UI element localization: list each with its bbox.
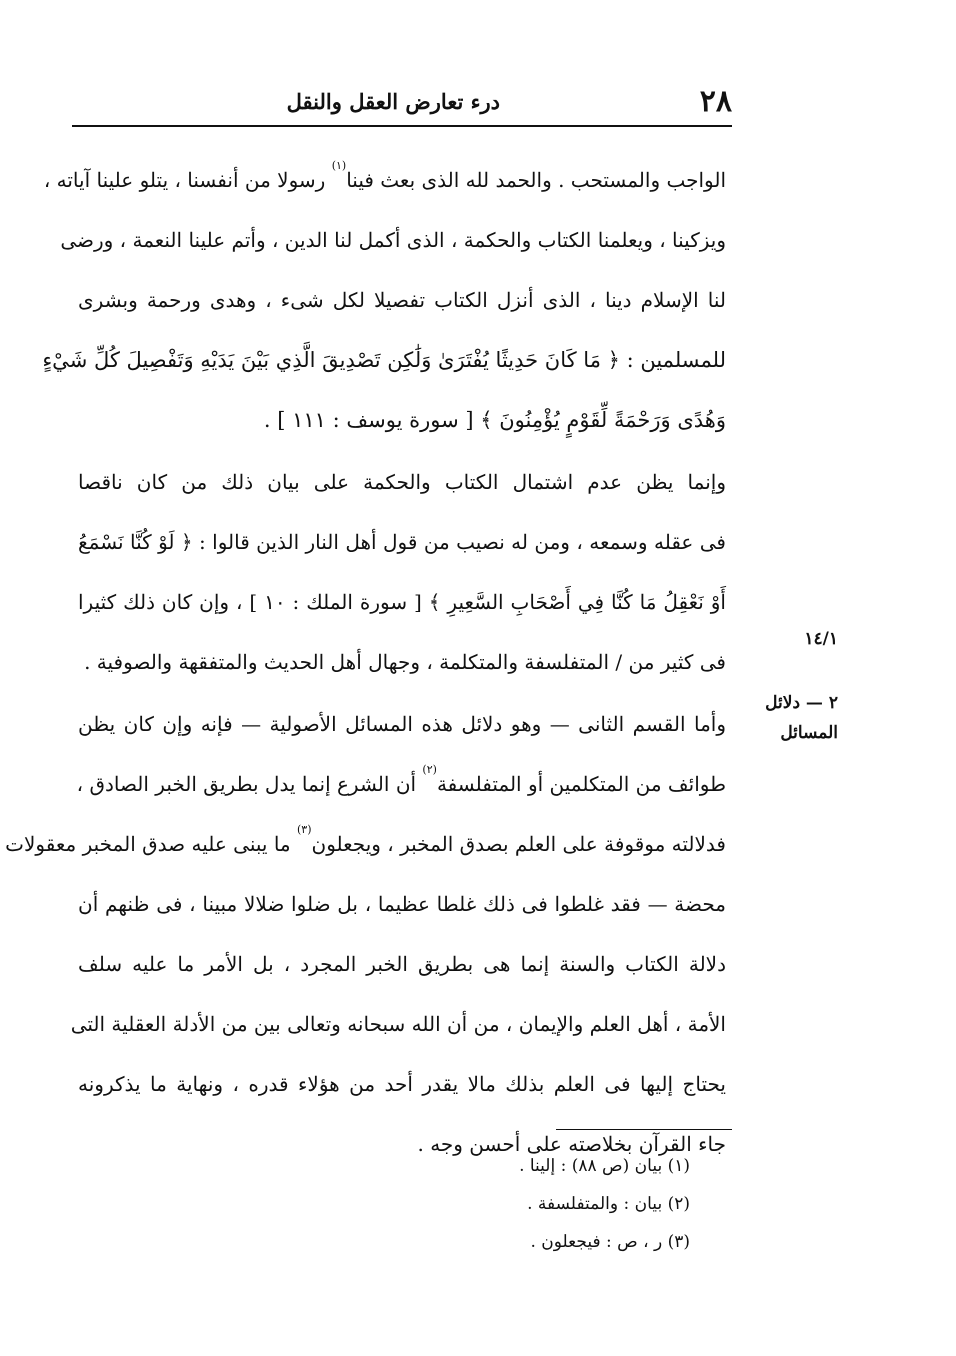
text-line: الواجب والمستحب . والحمد لله الذى بعث فينا$^{(١)}$ رسولا من أنفسنا ، يتلو علينا آياته ، [43, 159, 726, 192]
text-line: محضة — فقد غلطوا فى ذلك غلطا عظيما ، بل ضلوا ضلالا مبينا ، فى ظنهم أن [78, 892, 726, 916]
footnote: (٢) بيان : والمتفلسفة . [527, 1194, 690, 1214]
running-title: درء تعارض العقل والنقل [286, 89, 500, 114]
footnote: (٣) ر ، ص : فيجعلون . [530, 1232, 690, 1252]
text-line: أَوْ نَعْقِلُ مَا كُنَّا فِي أَصْحَابِ السَّعِيرِ ﴾ [ سورة الملك : ١٠ ] ، وإن كان ذلك كثيرا [78, 590, 726, 614]
footnote-marker: (٢) [422, 763, 437, 776]
margin-page-reference: ١٤/١ [804, 629, 838, 649]
footnote-marker: (١) [331, 159, 347, 172]
margin-heading-line: المسائل [780, 723, 838, 743]
text-line: فى عقله وسمعه ، ومن له نصيب من قول أهل النار الذين قالوا : ﴿ لَوْ كُنَّا نَسْمَعُ [78, 530, 726, 554]
header-divider [72, 125, 732, 127]
text-line: يحتاج إليها فى العلم بذلك مالا يقدر أحد من هؤلاء قدره ، ونهاية ما يذكرونه [78, 1072, 726, 1096]
text-line: جاء القرآن بخلاصته على أحسن وجه . [417, 1132, 726, 1156]
text-line: وأما القسم الثانى — وهو دلائل هذه المسائل الأصولية — فإنه وإن كان يظن [78, 712, 726, 736]
quran-verse-line: للمسلمين : ﴿ مَا كَانَ حَدِيثًا يُفْتَرَىٰ وَلَٰكِن تَصْدِيقَ الَّذِي بَيْنَ يَدَيْهِ وَتَفْصِيلَ كُلِّ شَيْءٍ [42, 348, 726, 372]
footnote-marker: (٣) [296, 823, 312, 836]
text-line: فدلالته موقوفة على العلم بصدق المخبر ، ويجعلون$^{(٣)}$ ما يبنى عليه صدق المخبر معقولات [5, 823, 726, 856]
text-line: لنا الإسلام دينا ، الذى أنزل الكتاب تفصيلا لكل شىء ، وهدى ورحمة وبشرى [78, 288, 726, 312]
text-line: وإنما يظن عدم اشتمال الكتاب والحكمة على بيان ذلك من كان ناقصا [78, 470, 726, 494]
margin-heading-line: ٢ — دلائل [765, 693, 838, 713]
page-number: ٢٨ [699, 84, 732, 119]
footnote: (١) بيان (ص ٨٨) : إلينا . [519, 1156, 690, 1176]
text-line: فى كثير من / المتفلسفة والمتكلمة ، وجهال أهل الحديث والمتفقهة والصوفية . [84, 650, 726, 674]
footnotes [360, 1147, 732, 1261]
footnote-divider [556, 1129, 732, 1130]
text-line: طوائف من المتكلمين أو المتفلسفة$^{(٢)}$ أن الشرع إنما يدل بطريق الخبر الصادق ، [76, 763, 726, 796]
main-text [5, 150, 726, 1174]
text-line: ويزكينا ، ويعلمنا الكتاب والحكمة ، الذى أكمل لنا الدين ، وأتم علينا النعمة ، ورضى [60, 228, 726, 252]
quran-verse-line: وَهُدًى وَرَحْمَةً لِّقَوْمٍ يُؤْمِنُونَ ﴾ [ سورة يوسف : ١١١ ] . [263, 408, 726, 432]
text-line: دلالة الكتاب والسنة إنما هى بطريق الخبر المجرد ، بل الأمر ما عليه سلف [78, 952, 726, 976]
text-line: الأمة ، أهل العلم والإيمان ، من أن الله سبحانه وتعالى بين من الأدلة العقلية التى [70, 1012, 726, 1036]
page-header [72, 82, 732, 126]
margin-section-heading [748, 688, 838, 748]
